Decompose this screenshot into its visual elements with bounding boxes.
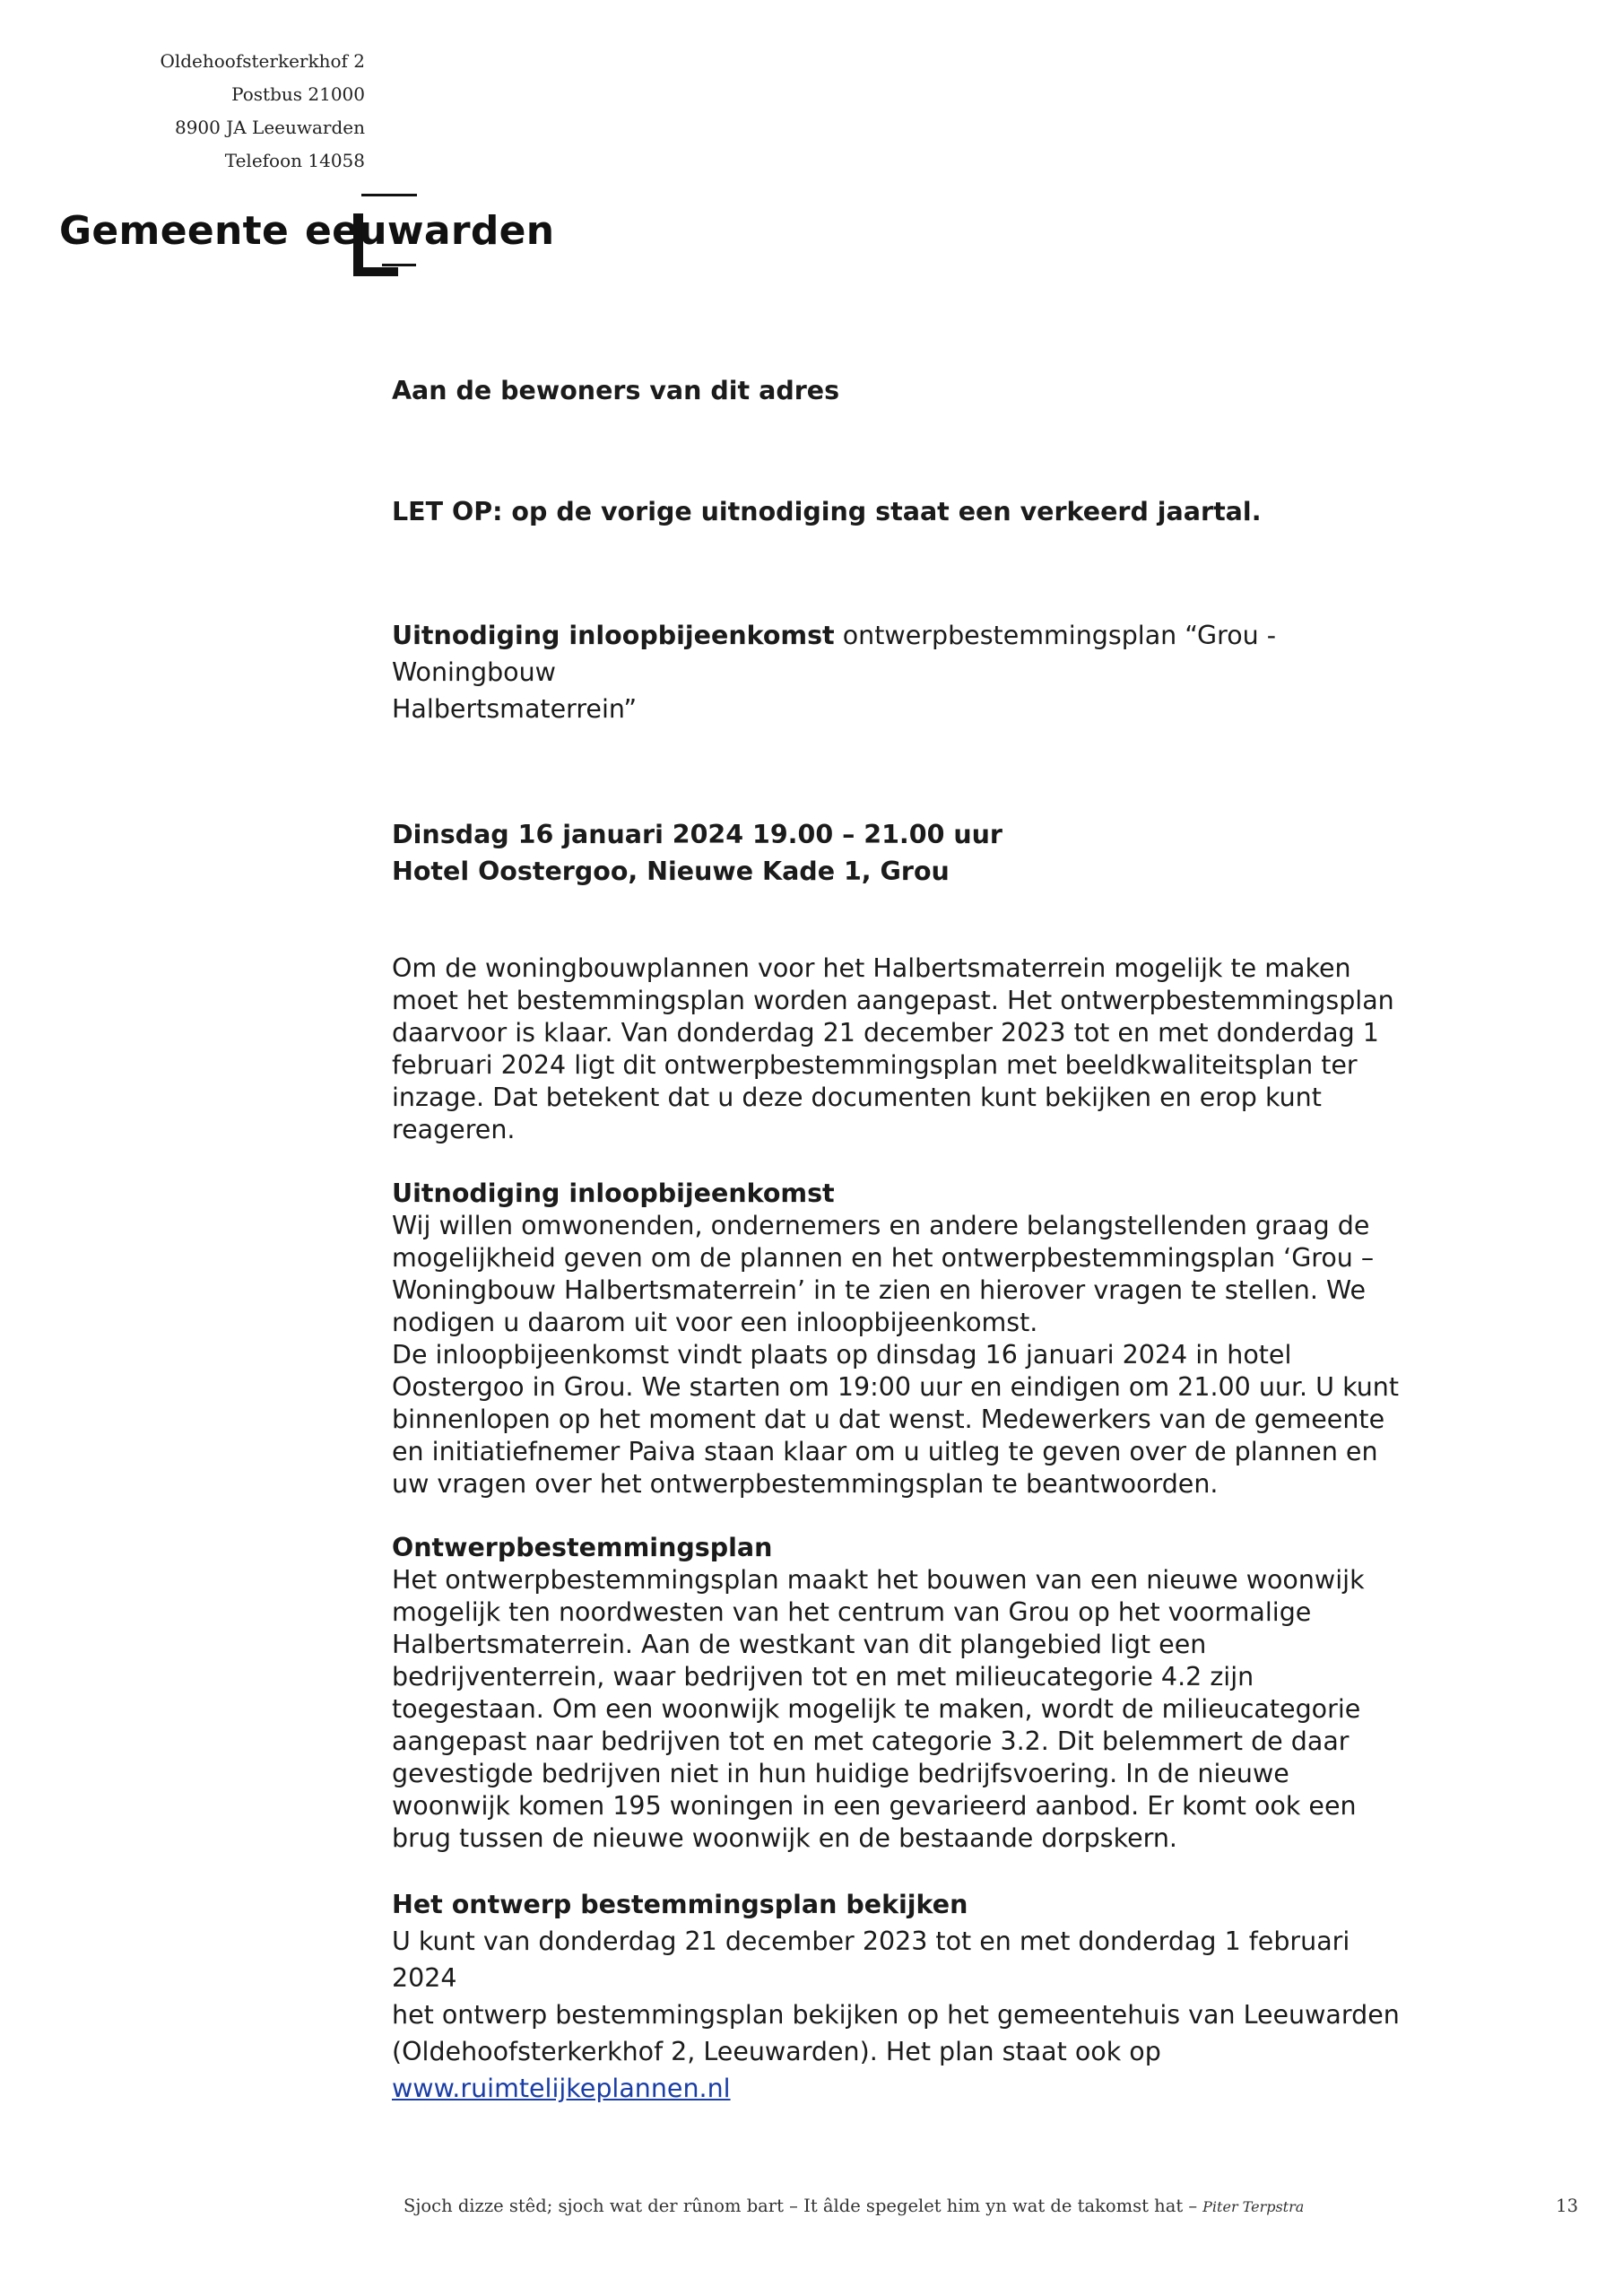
footer-quote: Sjoch dizze stêd; sjoch wat der rûnom bart – It âlde spegelet him yn wat de takomst hat – — [404, 2196, 1198, 2216]
text-line: Halbertsmaterrein. Aan de westkant van dit plangebied ligt een — [392, 1630, 1207, 1659]
text-line: Om de woningbouwplannen voor het Halbertsmaterrein mogelijk te maken — [392, 953, 1351, 983]
subject-bold: Uitnodiging inloopbijeenkomst — [392, 621, 835, 650]
text-line: uw vragen over het ontwerpbestemmingsplan te beantwoorden. — [392, 1469, 1219, 1499]
text-line: aangepast naar bedrijven tot en met categorie 3.2. Dit belemmert de daar — [392, 1726, 1350, 1756]
invitation-paragraph — [392, 1210, 1405, 1500]
logo-word-gemeente: Gemeente — [59, 208, 290, 254]
text-line: Wij willen omwonenden, ondernemers en andere belangstellenden graag de — [392, 1211, 1370, 1240]
sender-address — [132, 45, 365, 178]
text-line: brug tussen de nieuwe woonwijk en de bestaande dorpskern. — [392, 1823, 1177, 1853]
text-line: bedrijventerrein, waar bedrijven tot en met milieucategorie 4.2 zijn — [392, 1662, 1254, 1692]
section-heading-invitation: Uitnodiging inloopbijeenkomst — [392, 1178, 835, 1208]
text-line: moet het bestemmingsplan worden aangepast. Het ontwerpbestemmingsplan — [392, 986, 1394, 1015]
text-line: gevestigde bedrijven niet in hun huidige bedrijfsvoering. In de nieuwe — [392, 1759, 1289, 1788]
event-location: Hotel Oostergoo, Nieuwe Kade 1, Grou — [392, 857, 950, 886]
text-line: daarvoor is klaar. Van donderdag 21 december 2023 tot en met donderdag 1 — [392, 1018, 1379, 1048]
text-line: toegestaan. Om een woonwijk mogelijk te maken, wordt de milieucategorie — [392, 1694, 1361, 1724]
view-paragraph — [392, 1923, 1405, 2107]
text-line: (Oldehoofsterkerkhof 2, Leeuwarden). Het plan staat ook op — [392, 2037, 1161, 2066]
plan-paragraph — [392, 1564, 1405, 1855]
letter-body — [392, 375, 1405, 2107]
logo-word-leeuwarden: eeuwarden — [305, 208, 555, 254]
footer-quote-line — [404, 2196, 1304, 2216]
text-line: inzage. Dat betekent dat u deze documenten kunt bekijken en erop kunt — [392, 1083, 1322, 1112]
gemeente-leeuwarden-logo — [59, 192, 561, 282]
text-line: mogelijk ten noordwesten van het centrum van Grou op het voormalige — [392, 1597, 1312, 1627]
intro-paragraph — [392, 952, 1405, 1146]
address-city: 8900 JA Leeuwarden — [174, 117, 365, 138]
text-line: en initiatiefnemer Paiva staan klaar om u uitleg te geven over de plannen en — [392, 1437, 1378, 1466]
text-line: Woningbouw Halbertsmaterrein’ in te zien en hierover vragen te stellen. We — [392, 1275, 1367, 1305]
text-line: het ontwerp bestemmingsplan bekijken op het gemeentehuis van Leeuwarden — [392, 2000, 1400, 2030]
subject-line-2: Halbertsmaterrein” — [392, 694, 638, 724]
address-phone: Telefoon 14058 — [224, 150, 365, 171]
ruimtelijkeplannen-link[interactable]: www.ruimtelijkeplannen.nl — [392, 2074, 731, 2103]
event-datetime: Dinsdag 16 januari 2024 19.00 – 21.00 uur — [392, 820, 1002, 849]
text-line: februari 2024 ligt dit ontwerpbestemmingsplan met beeldkwaliteitsplan ter — [392, 1050, 1358, 1080]
text-line: binnenlopen op het moment dat u dat wenst. Medewerkers van de gemeente — [392, 1405, 1385, 1434]
page-number: 13 — [1556, 2196, 1578, 2216]
section-heading-view: Het ontwerp bestemmingsplan bekijken — [392, 1890, 968, 1919]
text-line: reageren. — [392, 1115, 516, 1144]
address-postbus: Postbus 21000 — [231, 83, 365, 105]
footer-author: Piter Terpstra — [1202, 2198, 1305, 2215]
text-line: Het ontwerpbestemmingsplan maakt het bouwen van een nieuwe woonwijk — [392, 1565, 1365, 1595]
text-line: nodigen u daarom uit voor een inloopbijeenkomst. — [392, 1308, 1038, 1337]
text-line: woonwijk komen 195 woningen in een gevarieerd aanbod. Er komt ook een — [392, 1791, 1357, 1821]
text-line: U kunt van donderdag 21 december 2023 tot en met donderdag 1 februari 2024 — [392, 1926, 1350, 1993]
recipient-line: Aan de bewoners van dit adres — [392, 376, 840, 405]
text-line: mogelijkheid geven om de plannen en het ontwerpbestemmingsplan ‘Grou – — [392, 1243, 1375, 1273]
text-line: De inloopbijeenkomst vindt plaats op dinsdag 16 januari 2024 in hotel — [392, 1340, 1292, 1370]
subject-line-1 — [392, 617, 1405, 691]
text-line: Oostergoo in Grou. We starten om 19:00 uur en eindigen om 21.00 uur. U kunt — [392, 1372, 1400, 1402]
subject-rest: ontwerpbestemmingsplan “Grou - Woningbouw — [392, 621, 1277, 687]
section-heading-plan: Ontwerpbestemmingsplan — [392, 1533, 773, 1562]
address-street: Oldehoofsterkerkhof 2 — [160, 50, 365, 72]
notice-line: LET OP: op de vorige uitnodiging staat een verkeerd jaartal. — [392, 497, 1262, 526]
